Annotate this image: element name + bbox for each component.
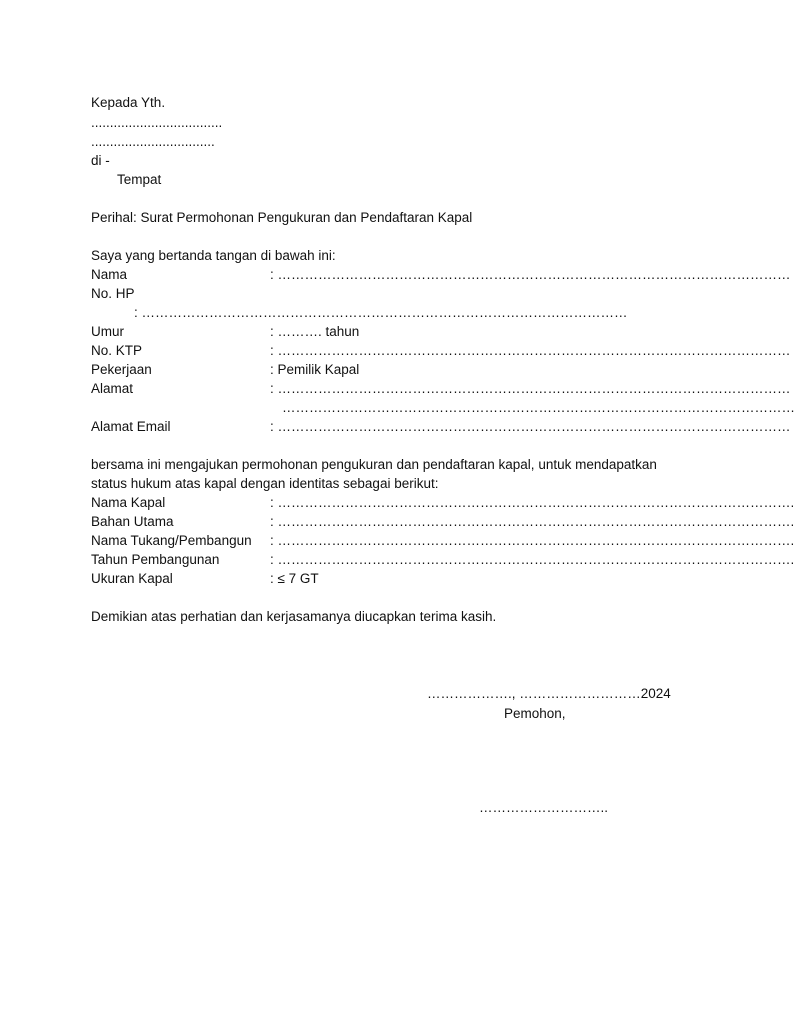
vessel-name-label: Nama Kapal [91,495,166,510]
vessel-size-value: : ≤ 7 GT [270,571,319,586]
ktp-value: : …………………………………………………………………………………………………… [270,343,791,358]
material-value: : ……………………………………………………………………………………………………. [270,514,795,529]
builder-label: Nama Tukang/Pembangun [91,533,252,548]
recipient-place: Tempat [117,172,162,187]
email-value: : …………………………………………………………………………………………………… [270,419,791,434]
signature-applicant-label: Pemohon, [504,706,566,721]
phone-value: : ……………………………………………………………………………………………… [134,305,628,320]
occupation-value: : Pemilik Kapal [270,362,360,377]
vessel-size-label: Ukuran Kapal [91,571,173,586]
address-value-line2: …………………………………………………………………………………………………… [282,400,795,415]
occupation-label: Pekerjaan [91,362,152,377]
ktp-label: No. KTP [91,343,143,358]
recipient-name-blank: ................................... [91,115,223,130]
build-year-value: : ……………………………………………………………………………………………………. [270,552,795,567]
recipient-title-blank: ................................. [91,134,215,149]
signature-date-line: ………………., ………………………2024 [427,686,671,701]
body-text-line2: status hukum atas kapal dengan identitas sebagai berikut: [91,476,439,491]
recipient-greeting: Kepada Yth. [91,95,166,110]
build-year-label: Tahun Pembangunan [91,552,220,567]
body-text-line1: bersama ini mengajukan permohonan pengukuran dan pendaftaran kapal, untuk mendapatkan [91,457,657,472]
signature-name-line: ……………………….. [479,800,609,815]
address-label: Alamat [91,381,134,396]
phone-label: No. HP [91,286,135,301]
age-value: : ………. tahun [270,324,360,339]
name-value: : …………………………………………………………………………………………………… [270,267,791,282]
vessel-name-value: : ……………………………………………………………………………………………………. [270,495,795,510]
closing-text: Demikian atas perhatian dan kerjasamanya diucapkan terima kasih. [91,609,497,624]
letter-subject: Perihal: Surat Permohonan Pengukuran dan Pendaftaran Kapal [91,210,473,225]
age-label: Umur [91,324,124,339]
recipient-location-prefix: di - [91,153,110,168]
name-label: Nama [91,267,128,282]
material-label: Bahan Utama [91,514,174,529]
address-value: : …………………………………………………………………………………………………… [270,381,791,396]
intro-text: Saya yang bertanda tangan di bawah ini: [91,248,336,263]
builder-value: : ……………………………………………………………………………………………………. [270,533,795,548]
email-label: Alamat Email [91,419,171,434]
